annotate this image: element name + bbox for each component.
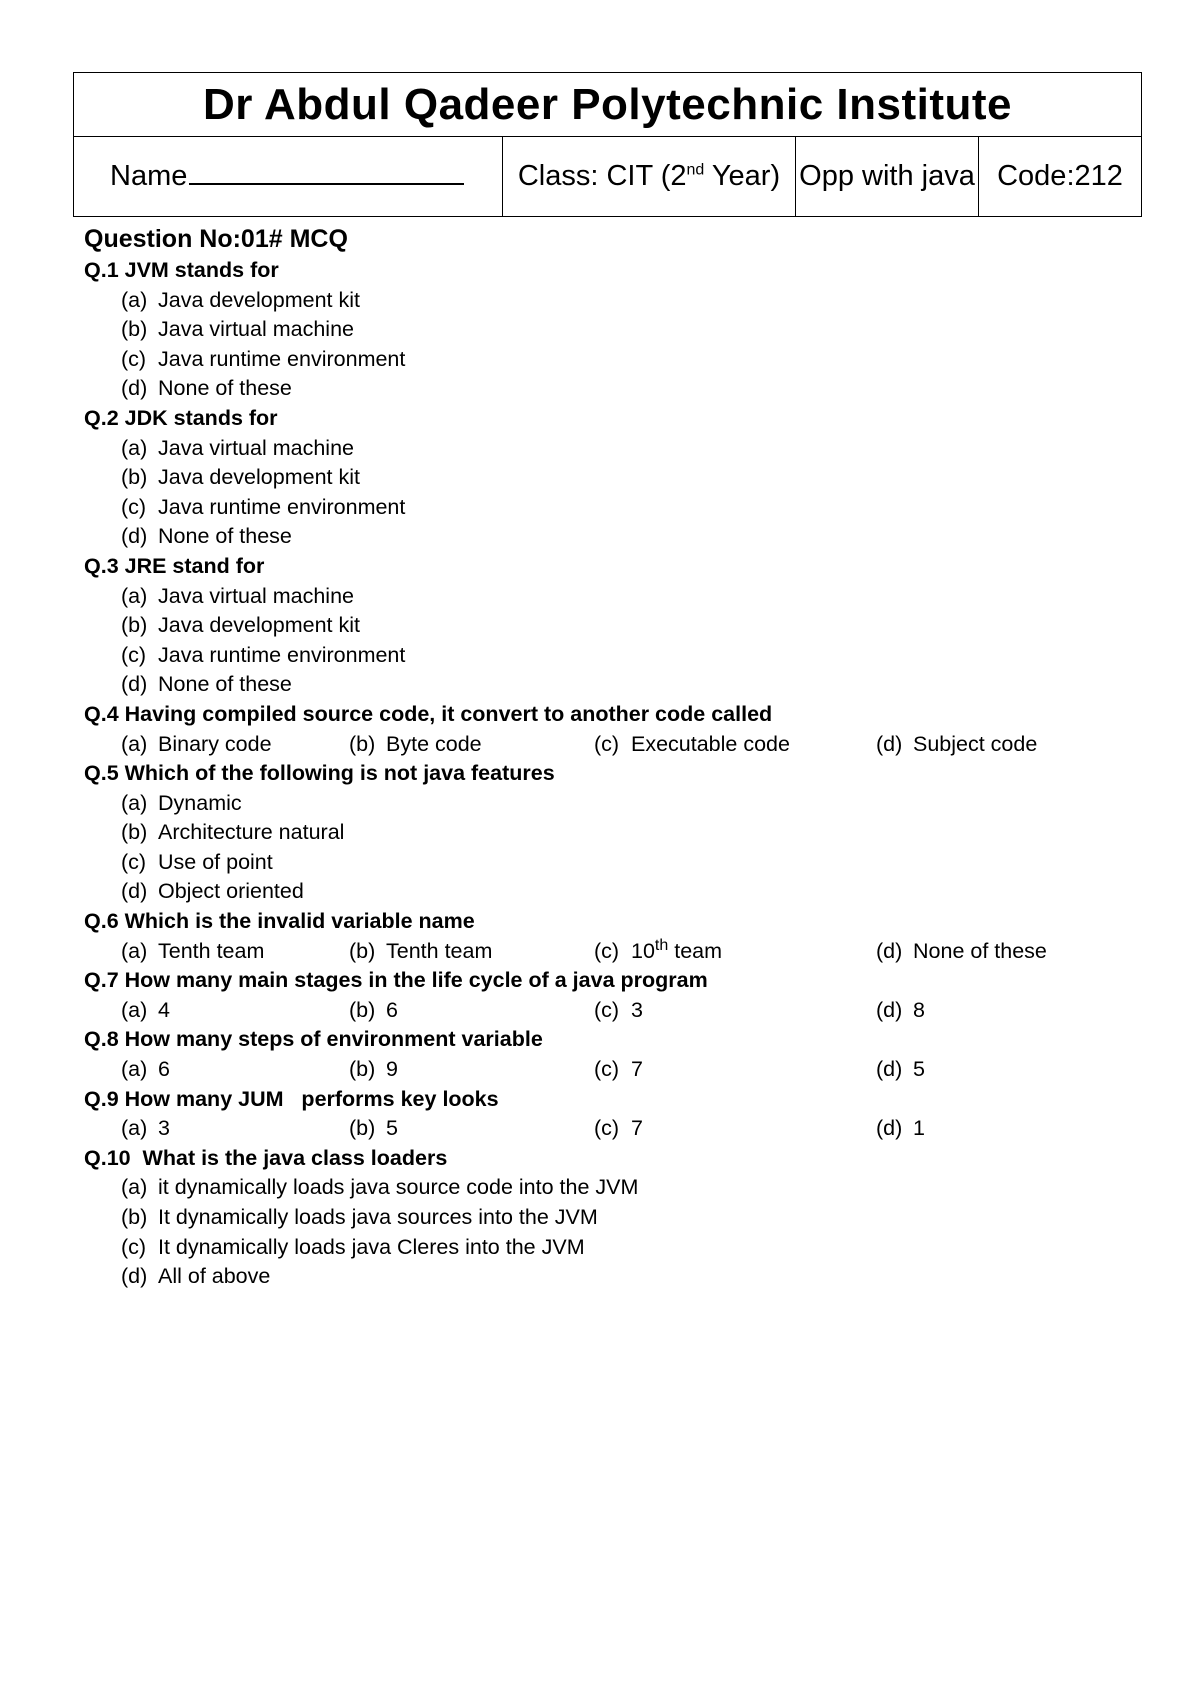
option-c: (c) Java runtime environment bbox=[121, 642, 406, 667]
option-d: (d) 8 bbox=[876, 997, 925, 1022]
option-a: (a) Java virtual machine bbox=[121, 435, 354, 460]
option-d: (d) All of above bbox=[121, 1264, 271, 1289]
question-2: Q.2 JDK stands for bbox=[84, 405, 278, 430]
option-b: (b) Java virtual machine bbox=[121, 317, 354, 342]
option-c: (c) 7 bbox=[594, 1116, 643, 1141]
section-heading: Question No:01# MCQ bbox=[84, 225, 348, 253]
option-c: (c) Java runtime environment bbox=[121, 346, 406, 371]
option-c: (c) 10th team bbox=[594, 936, 723, 963]
option-a: (a) Java virtual machine bbox=[121, 583, 354, 608]
option-c: (c) Java runtime environment bbox=[121, 494, 406, 519]
question-7: Q.7 How many main stages in the life cycle of a java program bbox=[84, 968, 708, 993]
option-d: (d) None of these bbox=[121, 524, 292, 549]
code-cell: Code:212 bbox=[979, 137, 1142, 217]
question-10: Q.10 What is the java class loaders bbox=[84, 1145, 448, 1170]
question-5: Q.5 Which of the following is not java features bbox=[84, 761, 555, 786]
institute-title: Dr Abdul Qadeer Polytechnic Institute bbox=[74, 73, 1142, 137]
option-a: (a) 6 bbox=[121, 1057, 170, 1082]
option-a: (a) Dynamic bbox=[121, 790, 242, 815]
option-b: (b) Java development kit bbox=[121, 465, 360, 490]
option-a: (a) Tenth team bbox=[121, 938, 265, 963]
class-year: Year) bbox=[704, 160, 781, 192]
option-c: (c) Executable code bbox=[594, 731, 790, 756]
option-a: (a) 4 bbox=[121, 997, 170, 1022]
option-d: (d) 5 bbox=[876, 1057, 925, 1082]
option-c: (c) It dynamically loads java Cleres into the JVM bbox=[121, 1234, 585, 1259]
option-row bbox=[84, 730, 1144, 760]
question-8: Q.8 How many steps of environment variable bbox=[84, 1027, 543, 1052]
option-a: (a) it dynamically loads java source code into the JVM bbox=[121, 1175, 639, 1200]
option-b: (b) 5 bbox=[349, 1116, 398, 1141]
header-table bbox=[73, 72, 1142, 217]
option-d: (d) None of these bbox=[876, 938, 1047, 963]
option-c: (c) 7 bbox=[594, 1057, 643, 1082]
question-9: Q.9 How many JUM performs key looks bbox=[84, 1086, 499, 1111]
option-b: (b) Tenth team bbox=[349, 938, 493, 963]
option-a: (a) Java development kit bbox=[121, 287, 360, 312]
option-b: (b) Java development kit bbox=[121, 613, 360, 638]
question-4: Q.4 Having compiled source code, it convert to another code called bbox=[84, 701, 773, 726]
name-blank-line bbox=[189, 159, 464, 185]
subject-cell: Opp with java bbox=[796, 137, 979, 217]
option-d: (d) Object oriented bbox=[121, 879, 304, 904]
name-label: Name bbox=[110, 160, 188, 192]
option-b: (b) 9 bbox=[349, 1057, 398, 1082]
option-row bbox=[84, 996, 1144, 1026]
option-a: (a) Binary code bbox=[121, 731, 272, 756]
option-c: (c) 3 bbox=[594, 997, 643, 1022]
option-b: (b) It dynamically loads java sources into the JVM bbox=[121, 1205, 598, 1229]
option-b: (b) 6 bbox=[349, 997, 398, 1022]
question-content bbox=[84, 223, 1144, 1292]
option-d: (d) None of these bbox=[121, 376, 292, 401]
question-6: Q.6 Which is the invalid variable name bbox=[84, 909, 475, 934]
question-1: Q.1 JVM stands for bbox=[84, 258, 279, 282]
option-row bbox=[84, 937, 1144, 967]
question-3: Q.3 JRE stand for bbox=[84, 553, 265, 578]
option-row bbox=[84, 1055, 1144, 1085]
option-d: (d) 1 bbox=[876, 1116, 925, 1141]
option-b: (b) Byte code bbox=[349, 731, 482, 756]
option-a: (a) 3 bbox=[121, 1116, 170, 1141]
option-c: (c) Use of point bbox=[121, 849, 273, 874]
option-d: (d) None of these bbox=[121, 672, 292, 697]
option-b: (b) Architecture natural bbox=[121, 820, 345, 845]
option-row bbox=[84, 1114, 1144, 1144]
student-name-field bbox=[74, 137, 503, 217]
option-d: (d) Subject code bbox=[876, 731, 1038, 756]
class-label: Class: CIT (2 bbox=[517, 160, 687, 192]
class-cell bbox=[503, 137, 796, 217]
class-superscript: nd bbox=[686, 161, 705, 179]
